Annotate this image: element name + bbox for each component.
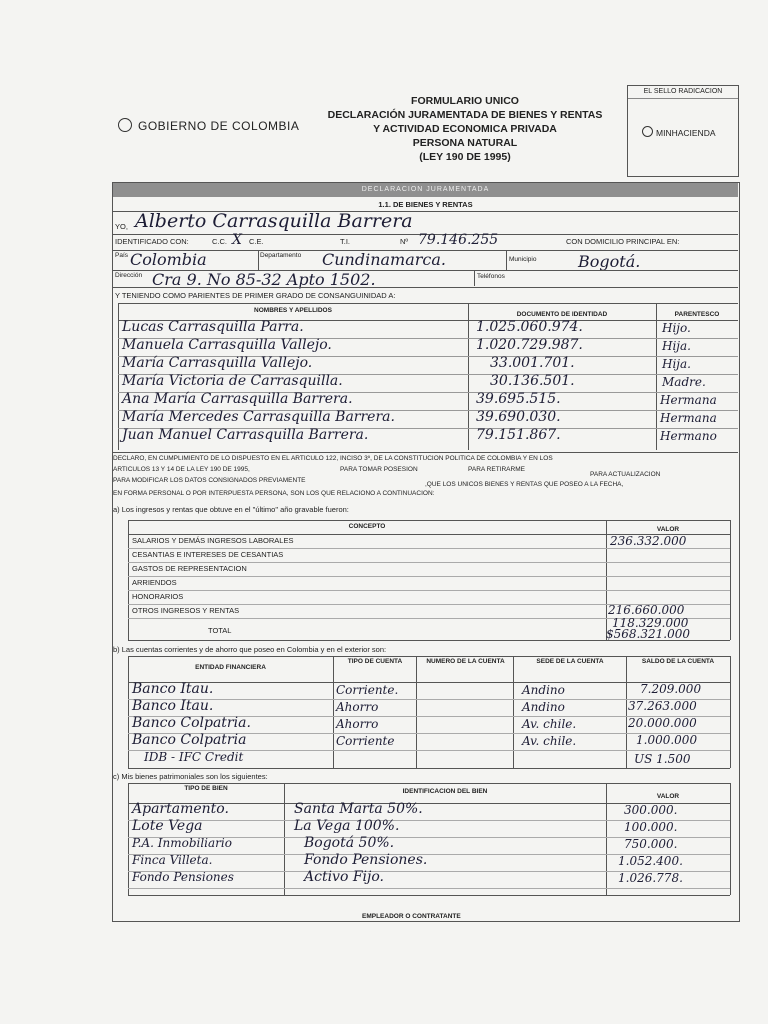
income-concept: GASTOS DE REPRESENTACION xyxy=(132,564,247,573)
col-header-account-seat: SEDE DE LA CUENTA xyxy=(536,658,604,665)
accounts-intro: b) Las cuentas corrientes y de ahorro que poseo en Colombia y en el exterior son: xyxy=(113,645,387,654)
col-header-entity: ENTIDAD FINANCIERA xyxy=(195,664,266,671)
asset-identification: Bogotá 50%. xyxy=(304,835,395,851)
ministry-box xyxy=(627,85,739,177)
table-row xyxy=(128,576,730,591)
income-value: 236.332.000 xyxy=(610,534,687,548)
account-balance: US 1.500 xyxy=(634,752,691,766)
relatives-intro: Y TENIENDO COMO PARIENTES DE PRIMER GRADO DE CONSANGUINIDAD A: xyxy=(115,291,396,300)
col-header-account-number: NUMERO DE LA CUENTA xyxy=(426,658,505,665)
stamp-label: EL SELLO RADICACION xyxy=(628,86,738,99)
account-entity: IDB - IFC Credit xyxy=(144,750,244,764)
asset-identification: La Vega 100%. xyxy=(294,818,400,834)
ce-option[interactable]: C.E. xyxy=(249,237,264,246)
declaration-line: EN FORMA PERSONAL O POR INTERPUESTA PERSONA, SON LOS QUE RELACIONO A CONTINUACION: xyxy=(113,490,435,497)
relative-name: Manuela Carrasquilla Vallejo. xyxy=(122,337,332,353)
table-row xyxy=(128,534,730,549)
relative-relationship: Hija. xyxy=(662,339,691,353)
country-value: Colombia xyxy=(130,250,207,269)
income-concept: OTROS INGRESOS Y RENTAS xyxy=(132,606,240,615)
asset-value: 1.052.400. xyxy=(618,854,683,868)
account-seat: Av. chile. xyxy=(522,734,577,748)
account-balance: 1.000.000 xyxy=(636,733,698,747)
account-entity: Banco Colpatria xyxy=(132,732,247,748)
relative-document: 1.020.729.987. xyxy=(476,337,583,353)
ministry-seal-icon xyxy=(642,126,653,137)
department-label: Departamento xyxy=(260,252,302,259)
relative-name: Lucas Carrasquilla Parra. xyxy=(122,319,304,335)
col-header-account-type: TIPO DE CUENTA xyxy=(347,658,403,665)
option-retiro[interactable]: PARA RETIRARME xyxy=(468,466,525,473)
account-type: Ahorro xyxy=(336,700,379,714)
account-seat: Andino xyxy=(522,700,565,714)
relative-relationship: Hermano xyxy=(660,429,717,443)
option-actualizacion[interactable]: PARA ACTUALIZACION xyxy=(590,471,661,478)
col-header-concept: CONCEPTO xyxy=(348,523,386,530)
relative-name: Ana María Carrasquilla Barrera. xyxy=(122,391,353,407)
relative-name: Juan Manuel Carrasquilla Barrera. xyxy=(122,427,369,443)
country-label: País xyxy=(115,252,129,259)
declaration-line: ,QUE LOS UNICOS BIENES Y RENTAS QUE POSEO A LA FECHA, xyxy=(425,481,624,488)
asset-value: 100.000. xyxy=(624,820,678,834)
account-balance: 20.000.000 xyxy=(628,716,697,730)
relative-name: María Victoria de Carrasquilla. xyxy=(122,373,343,389)
government-logo xyxy=(118,118,299,133)
asset-type: Lote Vega xyxy=(132,818,203,834)
title-line: (LEY 190 DE 1995) xyxy=(419,151,511,163)
total-value: $568.321.000 xyxy=(606,627,690,641)
department-value: Cundinamarca. xyxy=(322,250,446,269)
relative-relationship: Hermana xyxy=(660,393,717,407)
declaration-line: DECLARO, EN CUMPLIMIENTO DE LO DISPUESTO EN EL ARTICULO 122, INCISO 3º, DE LA CONSTITUCION POLITICA DE COLOMBIA Y EN LOS xyxy=(113,455,553,462)
asset-type: P.A. Inmobiliario xyxy=(132,836,232,850)
table-row xyxy=(128,682,730,700)
coat-of-arms-icon xyxy=(118,118,132,132)
relative-name: María Carrasquilla Vallejo. xyxy=(122,355,313,371)
total-label: TOTAL xyxy=(208,626,232,635)
asset-type: Apartamento. xyxy=(132,801,229,817)
col-header-asset-value: VALOR xyxy=(656,793,680,800)
section-bar: DECLARACION JURAMENTADA xyxy=(113,183,738,197)
col-header-asset-type: TIPO DE BIEN xyxy=(184,785,228,792)
asset-identification: Fondo Pensiones. xyxy=(304,852,428,868)
relative-relationship: Madre. xyxy=(662,375,706,389)
id-number: 79.146.255 xyxy=(418,232,499,248)
declaration-line: ARTICULOS 13 Y 14 DE LA LEY 190 DE 1995, xyxy=(113,466,250,473)
account-balance: 37.263.000 xyxy=(628,699,697,713)
title-line: DECLARACIÓN JURAMENTADA DE BIENES Y RENTAS xyxy=(327,109,603,121)
asset-identification: Activo Fijo. xyxy=(304,869,385,885)
domicile-label: CON DOMICILIO PRINCIPAL EN: xyxy=(566,237,680,246)
account-balance: 7.209.000 xyxy=(640,682,702,696)
title-line: Y ACTIVIDAD ECONOMICA PRIVADA xyxy=(373,123,557,135)
relative-document: 39.690.030. xyxy=(476,409,561,425)
relative-name: María Mercedes Carrasquilla Barrera. xyxy=(122,409,395,425)
col-header-relationship: PARENTESCO xyxy=(674,311,720,318)
table-row xyxy=(128,803,730,821)
id-type-mark: X xyxy=(232,232,242,248)
table-row xyxy=(118,428,738,450)
asset-type: Fondo Pensiones xyxy=(132,870,234,884)
account-seat: Andino xyxy=(522,683,565,697)
relative-document: 1.025.060.974. xyxy=(476,319,583,335)
ministry-name: MINHACIENDA xyxy=(656,128,716,138)
account-seat: Av. chile. xyxy=(522,717,577,731)
relative-relationship: Hermana xyxy=(660,411,717,425)
municipality-value: Bogotá. xyxy=(578,252,641,271)
relative-relationship: Hijo. xyxy=(662,321,691,335)
col-header-document: DOCUMENTO DE IDENTIDAD xyxy=(516,311,608,318)
option-modificar[interactable]: PARA MODIFICAR LOS DATOS CONSIGNADOS PREVIAMENTE xyxy=(113,477,306,484)
account-entity: Banco Colpatria. xyxy=(132,715,251,731)
ti-option[interactable]: T.I. xyxy=(340,237,351,246)
government-name: GOBIERNO DE COLOMBIA xyxy=(138,119,300,133)
col-header-value: VALOR xyxy=(656,526,680,533)
col-header-asset-id: IDENTIFICACION DEL BIEN xyxy=(402,788,488,795)
account-entity: Banco Itau. xyxy=(132,681,214,697)
id-label: IDENTIFICADO CON: xyxy=(115,237,189,246)
table-row-total xyxy=(128,618,730,640)
account-type: Corriente xyxy=(336,734,395,748)
address-label: Dirección xyxy=(115,272,143,279)
relative-document: 79.151.867. xyxy=(476,427,561,443)
municipality-label: Municipio xyxy=(509,256,537,263)
col-header-names: NOMBRES Y APELLIDOS xyxy=(254,307,332,314)
income-concept: ARRIENDOS xyxy=(132,578,177,587)
footer-label: EMPLEADOR O CONTRATANTE xyxy=(362,913,461,920)
section-subtitle: 1.1. DE BIENES Y RENTAS xyxy=(378,200,473,209)
number-label: Nº xyxy=(400,237,409,246)
relative-document: 33.001.701. xyxy=(490,355,575,371)
asset-type: Finca Villeta. xyxy=(132,853,213,867)
title-line: FORMULARIO UNICO xyxy=(411,95,519,107)
form-title xyxy=(325,94,605,164)
table-row xyxy=(128,871,730,889)
relative-relationship: Hija. xyxy=(662,357,691,371)
assets-intro: c) Mis bienes patrimoniales son los siguientes: xyxy=(113,772,268,781)
asset-value: 300.000. xyxy=(624,803,678,817)
declarant-name: Alberto Carrasquilla Barrera xyxy=(135,210,413,232)
income-extra-value: 118.329.000 xyxy=(612,616,689,630)
account-type: Corriente. xyxy=(336,683,399,697)
asset-identification: Santa Marta 50%. xyxy=(294,801,423,817)
account-type: Ahorro xyxy=(336,717,379,731)
yo-label: YO, xyxy=(115,222,128,231)
title-line: PERSONA NATURAL xyxy=(412,137,518,149)
income-concept: CESANTIAS E INTERESES DE CESANTIAS xyxy=(132,550,284,559)
table-row xyxy=(128,562,730,577)
income-concept: HONORARIOS xyxy=(132,592,184,601)
option-posesion[interactable]: PARA TOMAR POSESION xyxy=(340,466,418,473)
income-value: 216.660.000 xyxy=(608,603,685,617)
relative-document: 30.136.501. xyxy=(490,373,575,389)
table-row xyxy=(128,750,730,768)
ministry-label xyxy=(642,126,716,138)
asset-value: 1.026.778. xyxy=(618,871,683,885)
table-row xyxy=(128,837,730,855)
cc-option[interactable]: C.C. xyxy=(212,237,227,246)
address-value: Cra 9. No 85-32 Apto 1502. xyxy=(152,270,376,289)
phone-label: Teléfonos xyxy=(477,273,505,280)
income-concept: SALARIOS Y DEMÁS INGRESOS LABORALES xyxy=(132,536,294,545)
relative-document: 39.695.515. xyxy=(476,391,561,407)
account-entity: Banco Itau. xyxy=(132,698,214,714)
income-intro: a) Los ingresos y rentas que obtuve en el "último" año gravable fueron: xyxy=(113,505,349,514)
table-row xyxy=(128,548,730,563)
table-row xyxy=(128,733,730,751)
asset-value: 750.000. xyxy=(624,837,678,851)
col-header-balance: SALDO DE LA CUENTA xyxy=(641,658,715,665)
